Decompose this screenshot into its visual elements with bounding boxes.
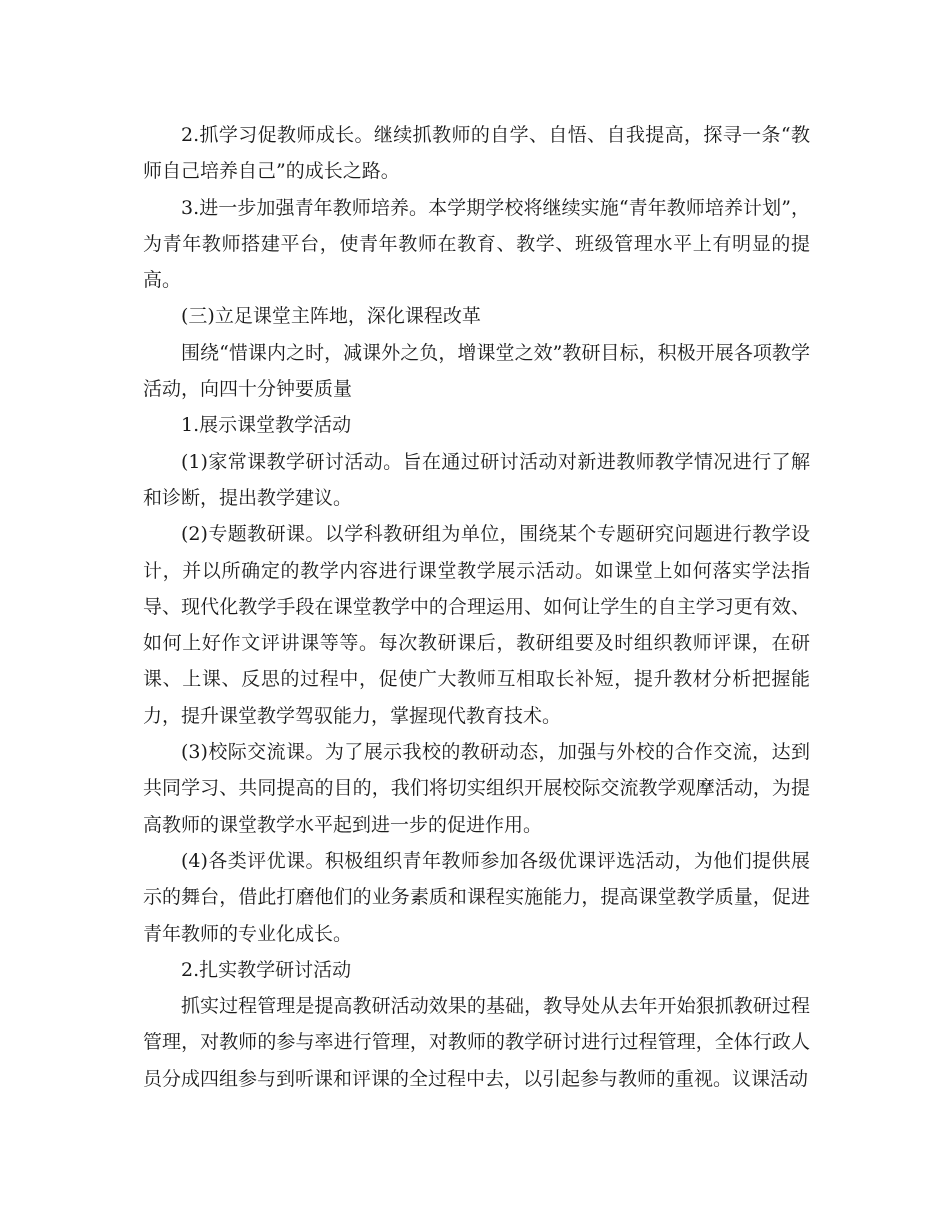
paragraph-item-1-daily-class: (1)家常课教学研讨活动。旨在通过研讨活动对新进教师教学情况进行了解和诊断，提出教学建议。 — [143, 450, 810, 509]
subheading-2-research: 2.扎实教学研讨活动 — [181, 958, 352, 981]
paragraph-item-2-learning: 2.抓学习促教师成长。继续抓教师的自学、自悟、自我提高，探寻一条“教师自己培养自己”的成长之路。 — [143, 124, 810, 183]
subheading-1-show-classes: 1.展示课堂教学活动 — [181, 414, 352, 437]
paragraph-item-4-award-class: (4)各类评优课。积极组织青年教师参加各级优课评选活动，为他们提供展示的舞台，借此打磨他们的业务素质和课程实施能力，提高课堂教学质量，促进青年教师的专业化成长。 — [143, 849, 810, 945]
document-body — [143, 117, 810, 1097]
paragraph-process-management: 抓实过程管理是提高教研活动效果的基础，教导处从去年开始狠抓教研过程管理，对教师的参与率进行管理，对教师的教学研讨进行过程管理，全体行政人员分成四组参与到听课和评课的全过程中去，以引起参与教师的重视。议课活动 — [143, 995, 810, 1090]
paragraph-item-3-exchange-class: (3)校际交流课。为了展示我校的教研动态，加强与外校的合作交流，达到共同学习、共同提高的目的，我们将切实组织开展校际交流教学观摩活动，为提高教师的课堂教学水平起到进一步的促进作用。 — [143, 741, 810, 836]
paragraph-goal: 围绕“惜课内之时，减课外之负，增课堂之效”教研目标，积极开展各项教学活动，向四十分钟要质量 — [143, 341, 810, 401]
section-heading-3: (三)立足课堂主阵地，深化课程改革 — [181, 305, 481, 328]
paragraph-item-2-topic-class: (2)专题教研课。以学科教研组为单位，围绕某个专题研究问题进行教学设计，并以所确定的教学内容进行课堂教学展示活动。如课堂上如何落实学法指导、现代化教学手段在课堂教学中的合理运用、如何让学生的自主学习更有效、如何上好作文评讲课等等。每次教研课后，教研组要及时组织教师评课，在研课、上课、反思的过程中，促使广大教师互相取长补短，提升教材分析把握能力，提升课堂教学驾驭能力，掌握现代教育技术。 — [143, 523, 810, 727]
paragraph-item-3-young-teachers: 3.进一步加强青年教师培养。本学期学校将继续实施“青年教师培养计划”，为青年教师搭建平台，使青年教师在教育、教学、班级管理水平上有明显的提高。 — [143, 196, 810, 292]
